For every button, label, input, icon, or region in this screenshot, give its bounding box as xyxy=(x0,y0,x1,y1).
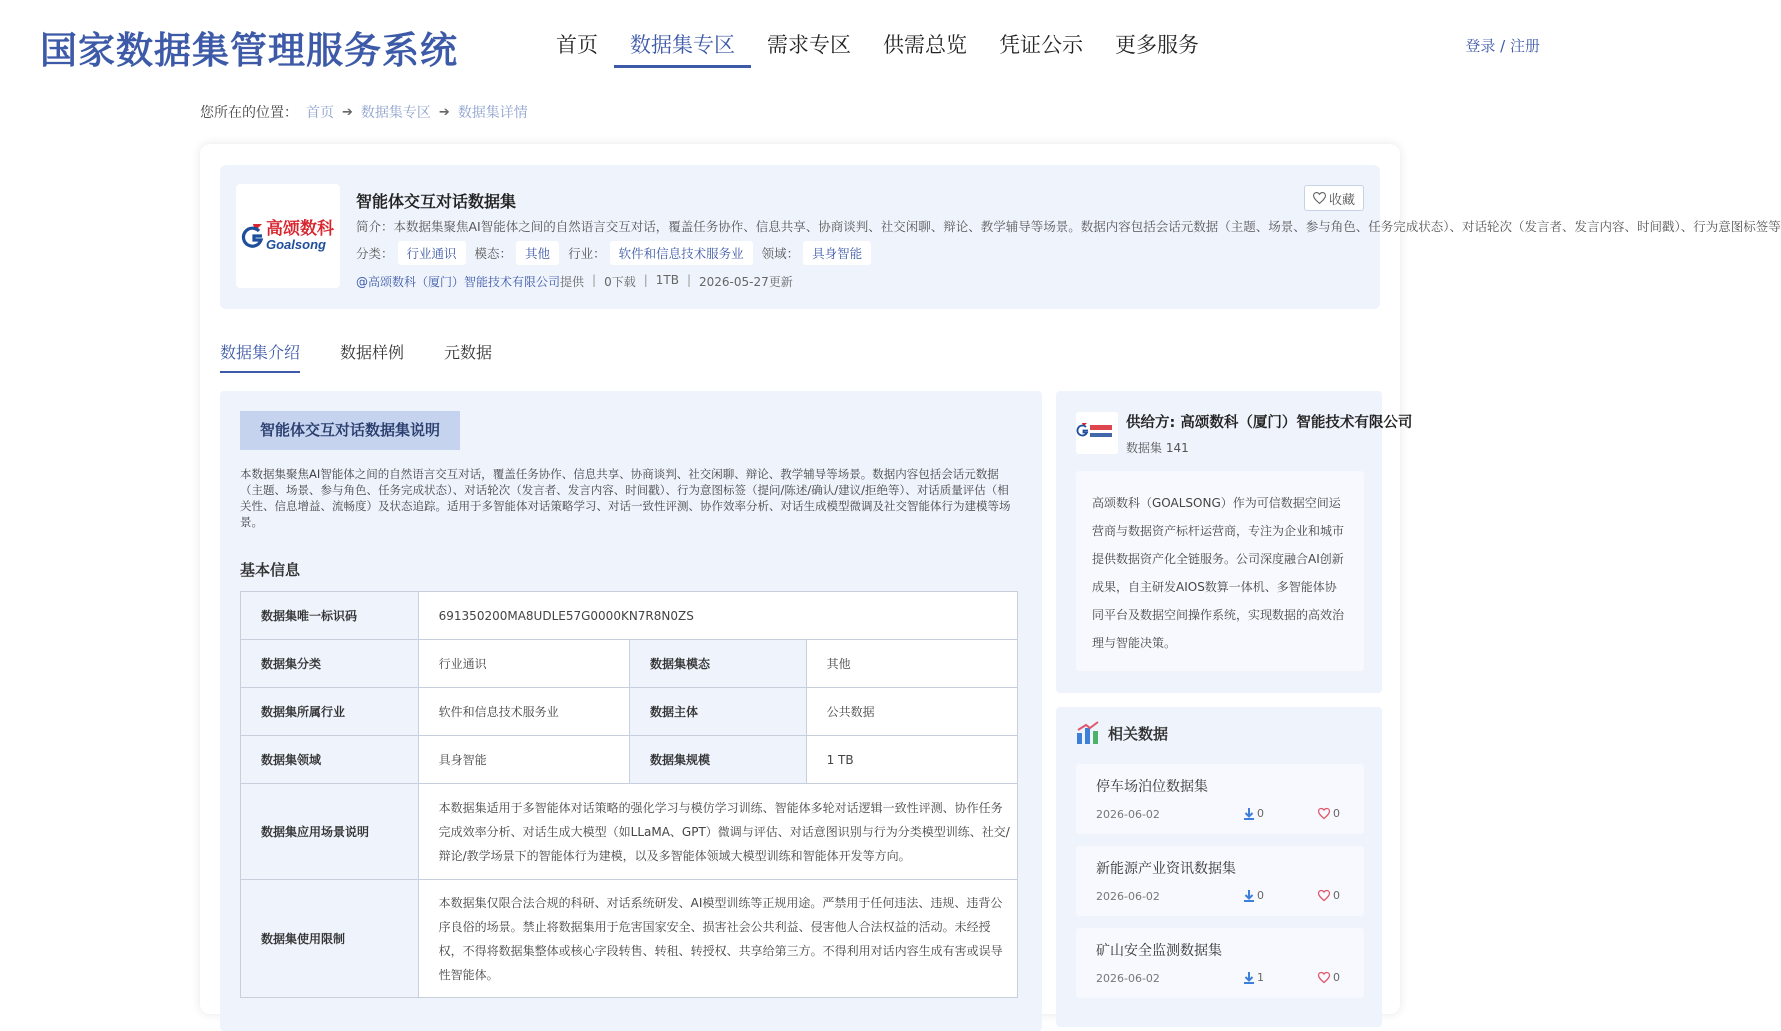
value-subject: 公共数据 xyxy=(806,688,1017,736)
login-register-link[interactable]: 登录 / 注册 xyxy=(1465,37,1540,55)
tag-modality[interactable]: 其他 xyxy=(516,241,559,265)
nav-more-services[interactable]: 更多服务 xyxy=(1115,33,1199,57)
basic-info-title: 基本信息 xyxy=(240,561,301,579)
label-scale: 数据集规模 xyxy=(629,736,806,784)
heart-icon xyxy=(1318,808,1330,819)
related-item-likes[interactable]: 0 xyxy=(1318,971,1340,984)
arrow-right-icon: ➔ xyxy=(438,104,450,120)
tag-industry[interactable]: 软件和信息技术服务业 xyxy=(610,241,753,265)
site-title[interactable]: 国家数据集管理服务系统 xyxy=(40,29,458,72)
dataset-logo xyxy=(236,184,340,288)
value-dataset-id: 691350200MA8UDLE57G0000KN7R8N0ZS xyxy=(418,592,1017,640)
nav-dataset-zone[interactable]: 数据集专区 xyxy=(614,28,751,68)
label-subject: 数据主体 xyxy=(629,688,806,736)
download-icon xyxy=(1244,972,1254,984)
heart-icon xyxy=(1313,192,1326,204)
supplier-name[interactable]: 供给方: 高颂数科（厦门）智能技术有限公司 xyxy=(1126,415,1413,431)
breadcrumb-dataset-detail[interactable]: 数据集详情 xyxy=(457,105,528,121)
related-item-downloads: 0 xyxy=(1244,807,1264,820)
favorite-button[interactable] xyxy=(1304,185,1364,211)
value-scale: 1 TB xyxy=(806,736,1017,784)
supplier-desc-box xyxy=(1076,471,1364,671)
related-item[interactable] xyxy=(1076,928,1364,998)
detail-tabs xyxy=(220,339,492,373)
related-item-name: 新能源产业资讯数据集 xyxy=(1096,861,1236,877)
goalsong-logo-icon xyxy=(1078,422,1116,444)
related-item-likes[interactable]: 0 xyxy=(1318,889,1340,902)
provider-link[interactable]: @高颂数科（厦门）智能技术有限公司 xyxy=(356,275,561,289)
main-nav xyxy=(540,28,1215,68)
tab-dataset-intro[interactable]: 数据集介绍 xyxy=(220,339,300,373)
favorite-label: 收藏 xyxy=(1328,192,1355,208)
nav-demand-zone[interactable]: 需求专区 xyxy=(767,33,851,57)
related-data-header xyxy=(1076,721,1168,745)
main-card xyxy=(200,144,1781,1014)
label-dataset-id: 数据集唯一标识码 xyxy=(241,592,419,640)
supplier-description: 高颂数科（GOALSONG）作为可信数据空间运营商与数据资产标杆运营商，专注为企业和城市提供数据资产化全链服务。公司深度融合AI创新成果，自主研发AIOS数算一体机、多智能体协同平台及数据空间操作系统，实现数据的高效治理与智能决策。 xyxy=(1092,496,1345,650)
related-item[interactable] xyxy=(1076,846,1364,916)
value-scenario: 本数据集适用于多智能体对话策略的强化学习与模仿学习训练、智能体多轮对话逻辑一致性评测、协作任务完成效率分析、对话生成大模型（如LLaMA、GPT）微调与评估、对话意图识别与行为分类模型训练、社交/辩论/教学场景下的智能体行为建模，以及多智能体领域大模型训练和智能体开发等方向。 xyxy=(418,784,1017,880)
logo-en-text: Goalsong xyxy=(266,237,326,252)
breadcrumb-home[interactable]: 首页 xyxy=(306,105,334,121)
tag-label-modality: 模态： xyxy=(474,246,513,261)
nav-supply-demand-overview[interactable]: 供需总览 xyxy=(883,33,967,57)
dataset-description: 简介：本数据集聚焦AI智能体之间的自然语言交互对话，覆盖任务协作、信息共享、协商谈判、社交闲聊、辩论、教学辅导等场景。数据内容包括会话元数据（主题、场景、参与角色、任务完成状态）、对话轮次（发言者、发言内容、时间戳）、行为意图标签等 xyxy=(356,219,1781,234)
arrow-right-icon: ➔ xyxy=(342,104,353,120)
label-usage-limit: 数据集使用限制 xyxy=(241,880,419,998)
value-modality: 其他 xyxy=(806,640,1017,688)
intro-section-title: 智能体交互对话数据集说明 xyxy=(240,411,460,450)
related-item-name: 矿山安全监测数据集 xyxy=(1096,943,1222,959)
value-industry: 软件和信息技术服务业 xyxy=(418,688,629,736)
nav-certificate-publicity[interactable]: 凭证公示 xyxy=(999,33,1083,57)
tag-category[interactable]: 行业通识 xyxy=(398,241,466,265)
tab-data-sample[interactable]: 数据样例 xyxy=(340,343,405,362)
download-count: 0下载 xyxy=(604,275,636,289)
dataset-size: 1TB xyxy=(655,273,679,287)
value-usage-limit: 本数据集仅限合法合规的科研、对话系统研发、AI模型训练等正规用途。严禁用于任何违法、违规、违背公序良俗的场景。禁止将数据集用于危害国家安全、损害社会公共利益、侵害他人合法权益的活动。未经授权，不得将数据集整体或核心字段转售、转租、转授权、共享给第三方。不得利用对话内容生成有害或误导性智能体。 xyxy=(418,880,1017,998)
breadcrumb-dataset-zone[interactable]: 数据集专区 xyxy=(360,105,431,121)
top-header xyxy=(0,0,1600,78)
breadcrumb xyxy=(200,102,528,122)
provider-suffix: 提供 xyxy=(560,275,585,289)
label-category: 数据集分类 xyxy=(241,640,419,688)
dataset-meta: @高颂数科（厦门）智能技术有限公司 提供 | 0下载 | 1TB | 2026-05-27更新 xyxy=(356,273,793,289)
label-domain: 数据集领域 xyxy=(241,736,419,784)
breadcrumb-prefix: 您所在的位置： xyxy=(200,105,298,121)
download-icon xyxy=(1244,808,1254,820)
supplier-card xyxy=(1056,391,1413,693)
related-data-title: 相关数据 xyxy=(1108,724,1169,743)
related-item[interactable] xyxy=(1076,764,1364,834)
tag-domain[interactable]: 具身智能 xyxy=(803,241,871,265)
tab-metadata[interactable]: 元数据 xyxy=(444,343,493,362)
label-scenario: 数据集应用场景说明 xyxy=(241,784,419,880)
related-item-date: 2026-06-02 xyxy=(1096,890,1160,903)
related-data-card xyxy=(1056,707,1382,1027)
related-item-downloads: 1 xyxy=(1244,971,1264,984)
heart-icon xyxy=(1318,890,1330,901)
tag-label-domain: 领域： xyxy=(761,246,800,261)
goalsong-logo-icon xyxy=(242,222,264,250)
value-domain: 具身智能 xyxy=(418,736,629,784)
basic-info-table xyxy=(240,591,1018,998)
supplier-logo[interactable] xyxy=(1076,412,1118,454)
download-icon xyxy=(1244,890,1254,902)
nav-home[interactable]: 首页 xyxy=(556,33,598,57)
intro-panel xyxy=(220,391,1042,1031)
dataset-title: 智能体交互对话数据集 xyxy=(356,192,517,211)
dataset-tags xyxy=(356,241,880,265)
dataset-summary xyxy=(220,165,1781,309)
updated-date: 2026-05-27更新 xyxy=(699,275,793,289)
tag-label-industry: 行业： xyxy=(568,246,606,261)
related-item-date: 2026-06-02 xyxy=(1096,972,1160,985)
intro-text: 本数据集聚焦AI智能体之间的自然语言交互对话，覆盖任务协作、信息共享、协商谈判、社交闲聊、辩论、教学辅导等场景。数据内容包括会话元数据（主题、场景、参与角色、任务完成状态）、对话轮次（发言者、发言内容、时间戳）、行为意图标签（提问/陈述/确认/建议/拒绝等）、对话质量评估（相关性、信息增益、流畅度）及状态追踪。适用于多智能体对话策略学习、对话一致性评测、协作效率分析、对话生成模型微调及社交智能体行为建模等场景。 xyxy=(240,467,1011,529)
related-item-likes[interactable]: 0 xyxy=(1318,807,1340,820)
related-item-name: 停车场泊位数据集 xyxy=(1096,779,1208,795)
logo-cn-text: 高颂数科 xyxy=(266,219,334,239)
related-item-downloads: 0 xyxy=(1244,889,1264,902)
bar-chart-icon xyxy=(1076,721,1100,745)
related-item-date: 2026-06-02 xyxy=(1096,808,1160,821)
label-industry: 数据集所属行业 xyxy=(241,688,419,736)
value-category: 行业通识 xyxy=(418,640,629,688)
label-modality: 数据集模态 xyxy=(629,640,806,688)
tag-label-category: 分类： xyxy=(356,246,394,261)
heart-icon xyxy=(1318,972,1330,983)
supplier-dataset-count: 数据集 141 xyxy=(1126,441,1189,455)
